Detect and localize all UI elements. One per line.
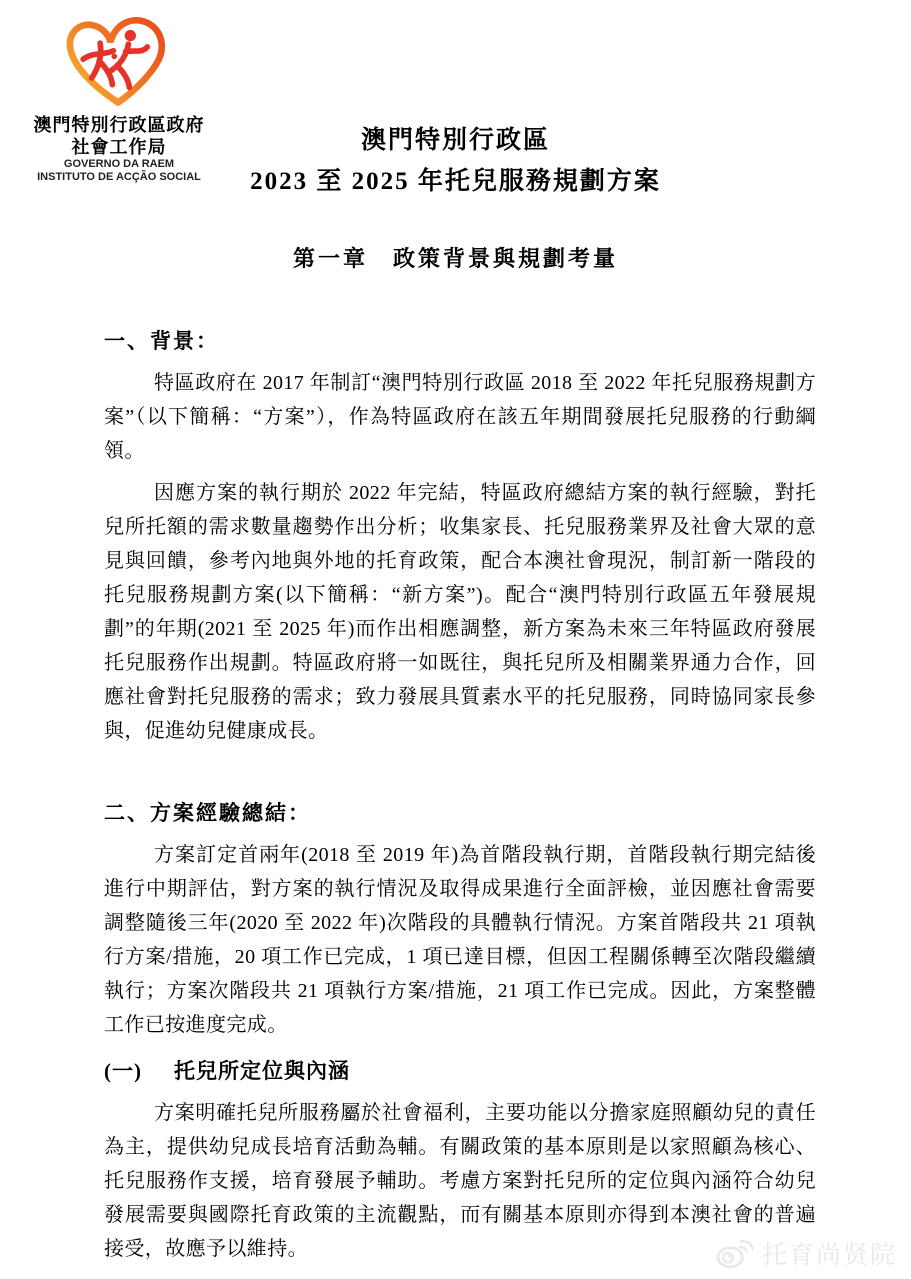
paragraph: 方案訂定首兩年(2018 至 2019 年)為首階段執行期，首階段執行期完結後進行中期評估，對方案的執行情況及取得成果進行全面評檢，並因應社會需要調整隨後三年(2020 至 2022 年)次階段的具體執行情況。方案首階段共 21 項執行方案/措施，20 項工作已完成，1 項已達目標，但因工程關係轉至次階段繼續執行；方案次階段共 21 項執行方案/措施，21 項工作已完成。因此，方案整體工作已按進度完成。: [104, 844, 816, 1036]
document-title-line2: 2023 至 2025 年托兒服務規劃方案: [250, 168, 661, 195]
watermark: [714, 1235, 897, 1271]
subsection-title: 托兒所定位與內涵: [174, 1059, 350, 1083]
subsection-number: (一): [104, 1059, 142, 1083]
section-plan-experience-summary: [104, 796, 816, 1266]
paragraph: 方案明確托兒所服務屬於社會福利，主要功能以分擔家庭照顧幼兒的責任為主，提供幼兒成長培育活動為輔。有關政策的基本原則是以家照顧為核心、托兒服務作支援，培育發展予輔助。考慮方案對托兒所的定位與內涵符合幼兒發展需要與國際托育政策的主流觀點，而有關基本原則亦得到本澳社會的普遍接受，故應予以維持。: [104, 1102, 816, 1260]
section-heading-summary: 二、方案經驗總結：: [104, 801, 311, 825]
document-body: [0, 324, 911, 1266]
paragraph: 因應方案的執行期於 2022 年完結，特區政府總結方案的執行經驗，對托兒所托額的需求數量趨勢作出分析；收集家長、托兒服務業界及社會大眾的意見與回饋，參考內地與外地的托育政策，配合本澳社會現況，制訂新一階段的托兒服務規劃方案(以下簡稱：“新方案”)。配合“澳門特別行政區五年發展規劃”的年期(2021 至 2025 年)而作出相應調整，新方案為未來三年特區政府發展托兒服務作出規劃。特區政府將一如既往，與托兒所及相關業界通力合作，回應社會對托兒服務的需求；致力發展具質素水平的托兒服務，同時協同家長參與，促進幼兒健康成長。: [104, 482, 816, 742]
agency-name-pt-line1: GOVERNO DA RAEM: [63, 158, 175, 170]
agency-name-pt-line2: INSTITUTO DE ACÇÃO SOCIAL: [37, 171, 201, 183]
section-heading-background: 一、背景：: [104, 329, 219, 353]
subsection-heading-positioning: [104, 1054, 816, 1088]
weibo-icon: [714, 1236, 756, 1270]
section-background: [104, 324, 816, 748]
paragraph: 特區政府在 2017 年制訂“澳門特別行政區 2018 至 2022 年托兒服務規劃方案”（以下簡稱：“方案”），作為特區政府在該五年期間發展托兒服務的行動綱領。: [104, 372, 816, 462]
watermark-text: 托育尚贤院: [761, 1241, 897, 1269]
chapter-heading: 第一章 政策背景與規劃考量: [292, 246, 618, 271]
heart-logo-icon: [56, 12, 182, 112]
agency-name-cn-line1: 澳門特別行政區政府: [33, 115, 205, 135]
agency-logo-block: [28, 12, 210, 184]
agency-name-cn-line2: 社會工作局: [71, 137, 167, 157]
document-title-line1: 澳門特別行政區: [360, 127, 550, 154]
